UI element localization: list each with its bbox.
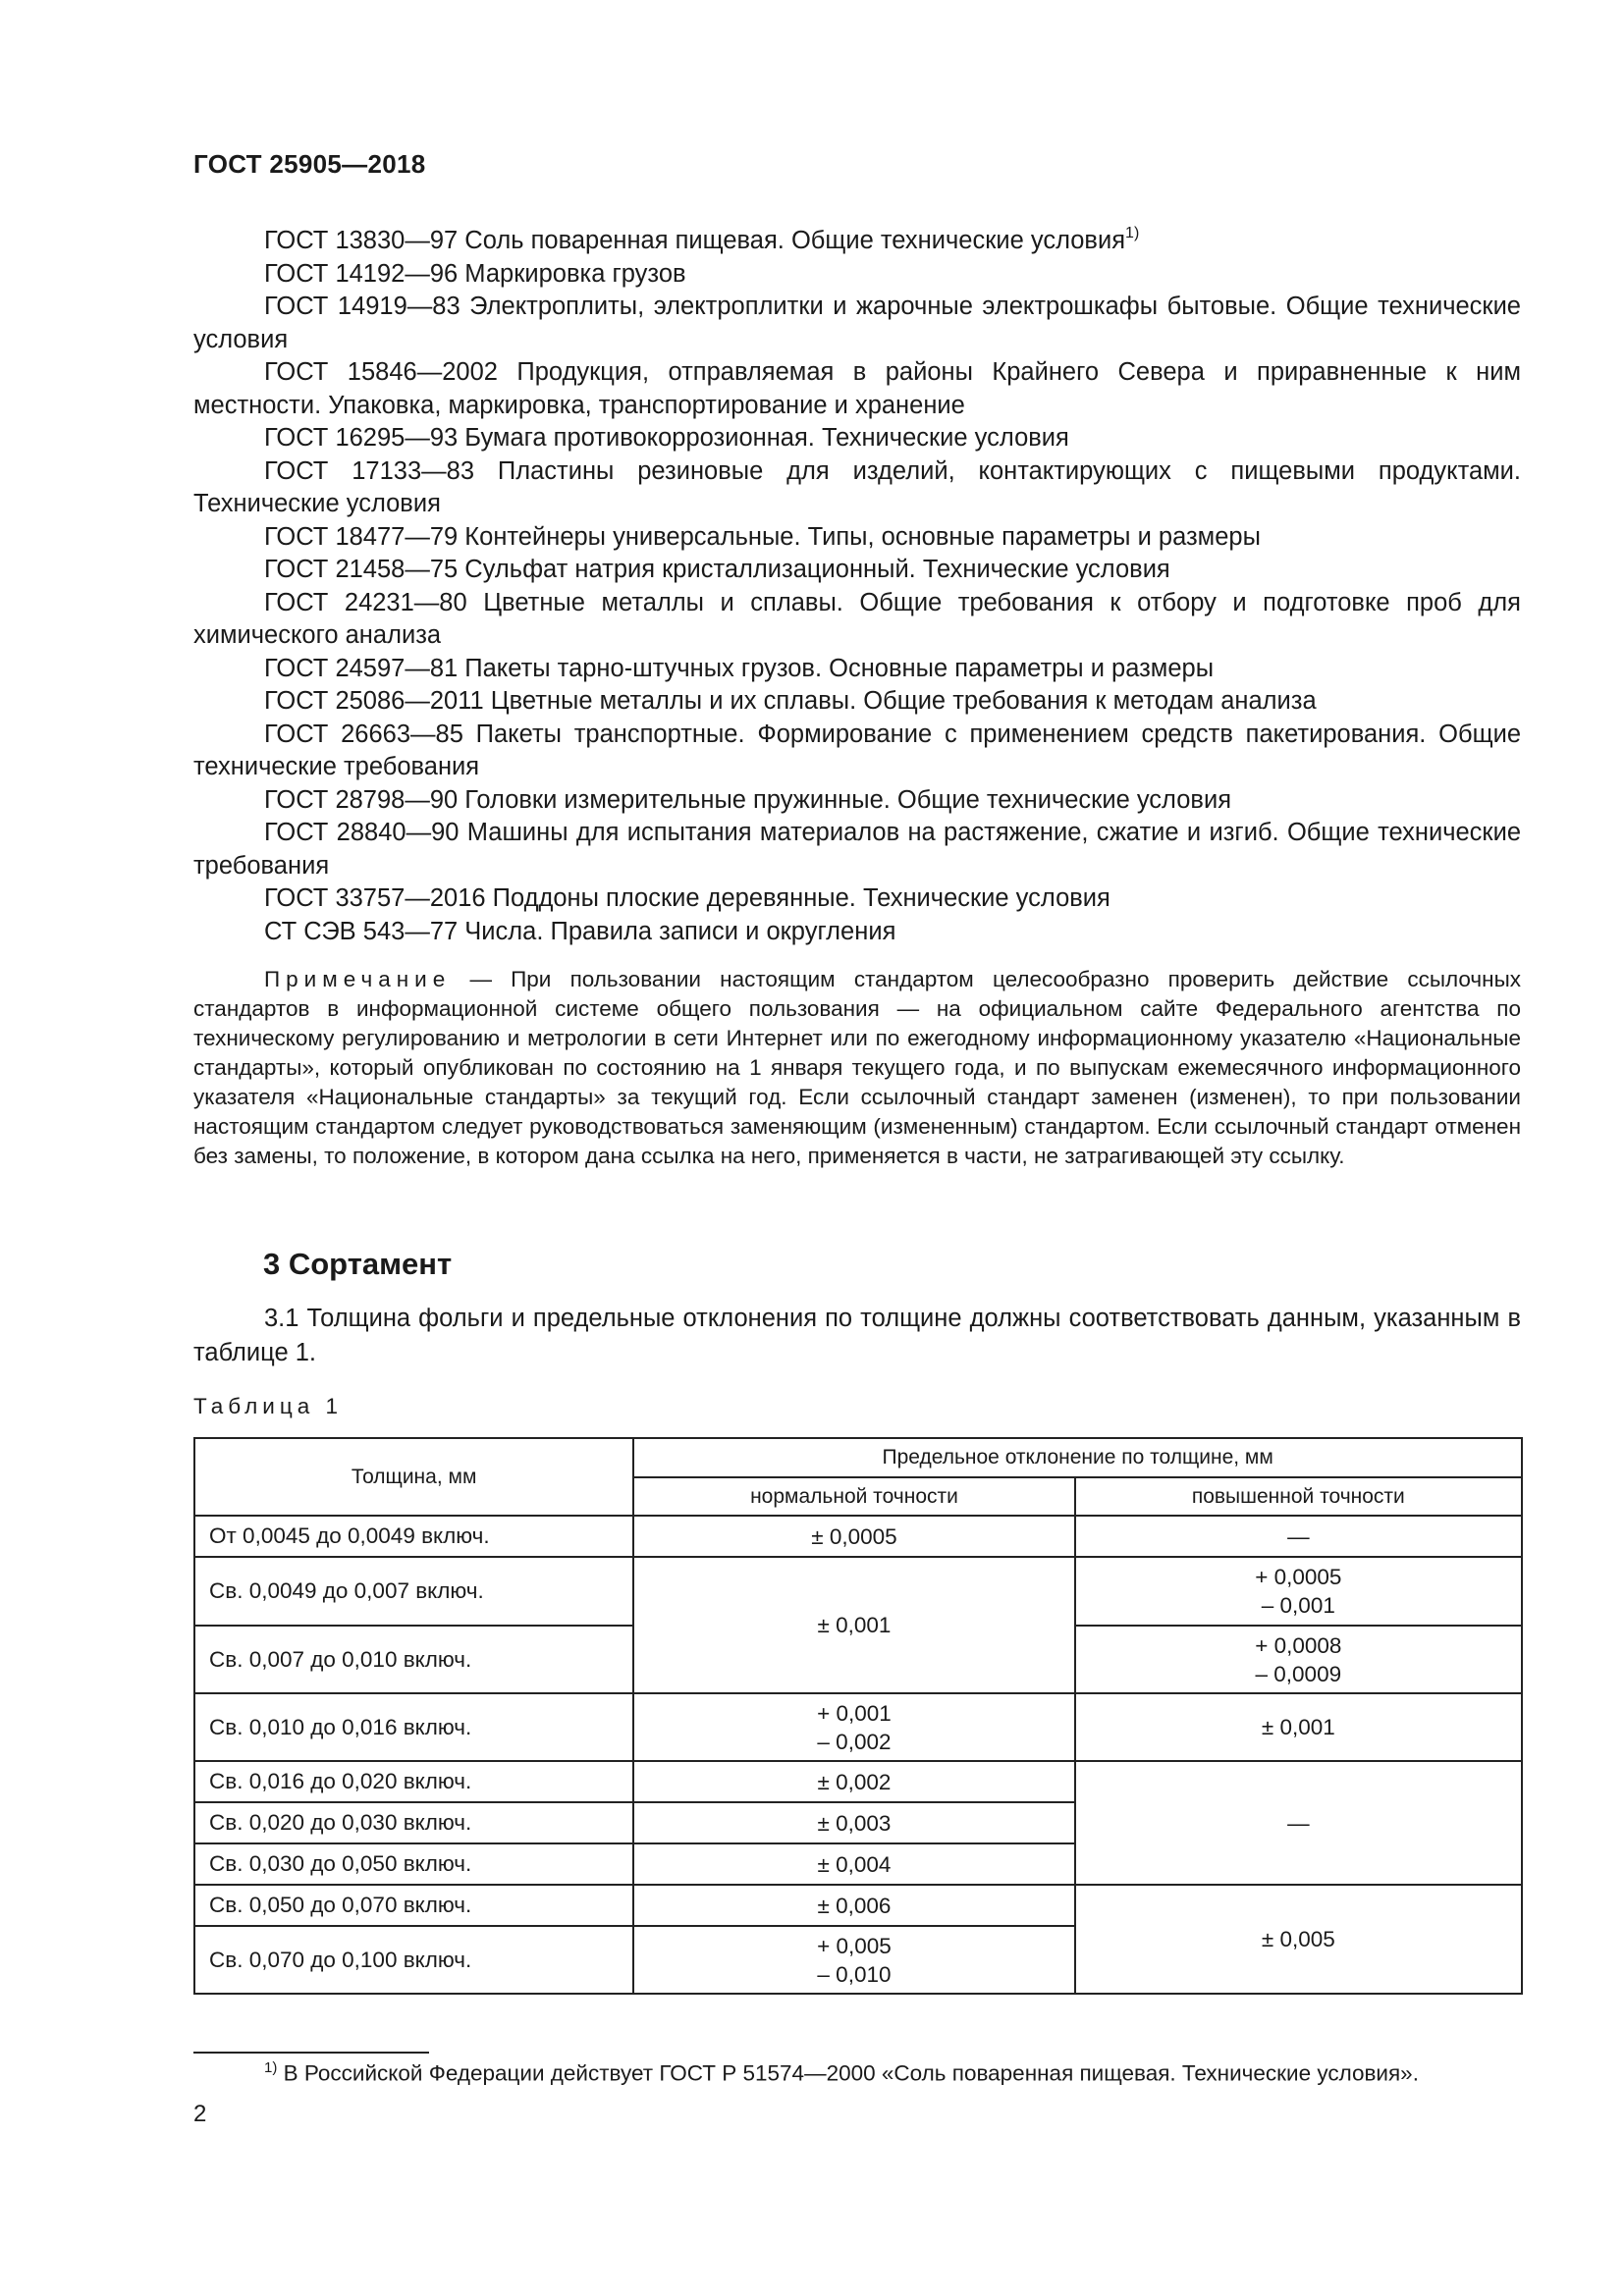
increased-deviation-cell: ± 0,005 bbox=[1075, 1885, 1522, 1994]
thickness-cell: Св. 0,070 до 0,100 включ. bbox=[194, 1926, 633, 1994]
deviation-lower: – 0,010 bbox=[817, 1961, 892, 1987]
normal-deviation-cell: ± 0,006 bbox=[633, 1885, 1074, 1926]
document-code-header: ГОСТ 25905—2018 bbox=[193, 149, 426, 179]
deviation-upper: + 0,0005 bbox=[1255, 1565, 1342, 1589]
reference-item bbox=[193, 225, 1521, 258]
note-label: Примечание bbox=[264, 967, 452, 991]
table-row bbox=[194, 1761, 1522, 1802]
thickness-cell: Св. 0,007 до 0,010 включ. bbox=[194, 1626, 633, 1693]
deviation-upper: + 0,0008 bbox=[1255, 1632, 1342, 1658]
note-text: — При пользовании настоящим стандартом целесообразно проверить действие ссылочных стандартов в информационной системе общего пользования — на официальном сайте Федерального агентства по техническому регулированию и метрологии в сети Интернет или по ежегодному информационному указателю «Национальные стандарты», который опубликован по состоянию на 1 января текущего года, и по выпускам ежемесячного информационного указателя «Национальные стандарты» за текущий год. Если ссылочный стандарт заменен (изменен), то при пользовании настоящим стандартом следует руководствоваться заменяющим (измененным) стандартом. Если ссылочный стандарт отменен без замены, то положение, в котором дана ссылка на него, применяется в части, не затрагивающей эту ссылку. bbox=[193, 967, 1521, 1168]
table-row bbox=[194, 1885, 1522, 1926]
normative-references-list bbox=[193, 225, 1521, 948]
increased-deviation-cell bbox=[1075, 1557, 1522, 1626]
increased-deviation-cell: ± 0,001 bbox=[1075, 1693, 1522, 1761]
header-thickness: Толщина, мм bbox=[194, 1438, 633, 1516]
reference-item: ГОСТ 18477—79 Контейнеры универсальные. Типы, основные параметры и размеры bbox=[264, 522, 1261, 551]
reference-item: ГОСТ 14919—83 Электроплиты, электроплитки и жарочные электрошкафы бытовые. Общие технические условия bbox=[193, 293, 1521, 353]
footnote bbox=[193, 2054, 1521, 2089]
table-row bbox=[194, 1516, 1522, 1557]
thickness-cell: Св. 0,0049 до 0,007 включ. bbox=[194, 1557, 633, 1626]
deviation-upper: + 0,005 bbox=[817, 1933, 892, 1958]
thickness-deviation-table bbox=[193, 1437, 1523, 1995]
reference-item: ГОСТ 28840—90 Машины для испытания материалов на растяжение, сжатие и изгиб. Общие технические требования bbox=[193, 819, 1521, 880]
header-normal-precision: нормальной точности bbox=[633, 1477, 1074, 1516]
thickness-cell: Св. 0,010 до 0,016 включ. bbox=[194, 1693, 633, 1761]
reference-item: ГОСТ 16295—93 Бумага противокоррозионная. Технические условия bbox=[264, 424, 1069, 452]
deviation-lower: – 0,0009 bbox=[1255, 1661, 1342, 1686]
section-paragraph: 3.1 Толщина фольги и предельные отклонения по толщине должны соответствовать данным, указанным в таблице 1. bbox=[193, 1305, 1521, 1366]
reference-item: ГОСТ 26663—85 Пакеты транспортные. Формирование с применением средств пакетирования. Общие технические требования bbox=[193, 720, 1521, 780]
note-paragraph bbox=[193, 965, 1521, 1171]
normal-deviation-cell bbox=[633, 1693, 1074, 1761]
table-caption: Таблица 1 bbox=[193, 1394, 343, 1418]
deviation-lower: – 0,002 bbox=[817, 1729, 892, 1754]
reference-item: ГОСТ 24231—80 Цветные металлы и сплавы. Общие требования к отбору и подготовке проб для химического анализа bbox=[193, 588, 1521, 649]
increased-deviation-cell bbox=[1075, 1626, 1522, 1693]
reference-text: ГОСТ 13830—97 Соль поваренная пищевая. Общие технические условия bbox=[264, 227, 1126, 254]
reference-item: ГОСТ 33757—2016 Поддоны плоские деревянные. Технические условия bbox=[264, 884, 1110, 912]
normal-deviation-cell: ± 0,002 bbox=[633, 1761, 1074, 1802]
reference-item: ГОСТ 25086—2011 Цветные металлы и их сплавы. Общие требования к методам анализа bbox=[264, 687, 1317, 715]
reference-item: ГОСТ 14192—96 Маркировка грузов bbox=[264, 259, 686, 288]
reference-item: СТ СЭВ 543—77 Числа. Правила записи и округления bbox=[264, 917, 896, 945]
thickness-cell: Св. 0,020 до 0,030 включ. bbox=[194, 1802, 633, 1843]
reference-item: ГОСТ 15846—2002 Продукция, отправляемая в районы Крайнего Севера и приравненные к ним местности. Упаковка, маркировка, транспортирование и хранение bbox=[193, 358, 1521, 419]
normal-deviation-cell: ± 0,001 bbox=[633, 1557, 1074, 1693]
thickness-cell: Св. 0,050 до 0,070 включ. bbox=[194, 1885, 633, 1926]
header-deviation: Предельное отклонение по толщине, мм bbox=[633, 1438, 1522, 1477]
section-title: 3 Сортамент bbox=[263, 1247, 453, 1281]
thickness-cell: Св. 0,016 до 0,020 включ. bbox=[194, 1761, 633, 1802]
footnote-text: В Российской Федерации действует ГОСТ Р 51574—2000 «Соль поваренная пищевая. Технические условия». bbox=[283, 2060, 1419, 2086]
footnote-mark: 1) bbox=[264, 2059, 278, 2076]
normal-deviation-cell: ± 0,0005 bbox=[633, 1516, 1074, 1557]
reference-item: ГОСТ 24597—81 Пакеты тарно-штучных грузов. Основные параметры и размеры bbox=[264, 654, 1215, 682]
normal-deviation-cell bbox=[633, 1926, 1074, 1994]
thickness-cell: Св. 0,030 до 0,050 включ. bbox=[194, 1843, 633, 1885]
normal-deviation-cell: ± 0,003 bbox=[633, 1802, 1074, 1843]
normal-deviation-cell: ± 0,004 bbox=[633, 1843, 1074, 1885]
header-increased-precision: повышенной точности bbox=[1075, 1477, 1522, 1516]
footnote-mark: 1) bbox=[1125, 224, 1140, 241]
reference-item: ГОСТ 17133—83 Пластины резиновые для изделий, контактирующих с пищевыми продуктами. Технические условия bbox=[193, 456, 1521, 517]
reference-item: ГОСТ 21458—75 Сульфат натрия кристаллизационный. Технические условия bbox=[264, 556, 1170, 583]
reference-item: ГОСТ 28798—90 Головки измерительные пружинные. Общие технические условия bbox=[264, 785, 1231, 814]
deviation-lower: – 0,001 bbox=[1261, 1593, 1335, 1618]
increased-deviation-cell: — bbox=[1075, 1516, 1522, 1557]
page-number: 2 bbox=[193, 2101, 207, 2127]
increased-deviation-cell: — bbox=[1075, 1761, 1522, 1885]
thickness-cell: От 0,0045 до 0,0049 включ. bbox=[194, 1516, 633, 1557]
deviation-upper: + 0,001 bbox=[817, 1700, 892, 1726]
table-row bbox=[194, 1693, 1522, 1761]
table-row bbox=[194, 1557, 1522, 1626]
